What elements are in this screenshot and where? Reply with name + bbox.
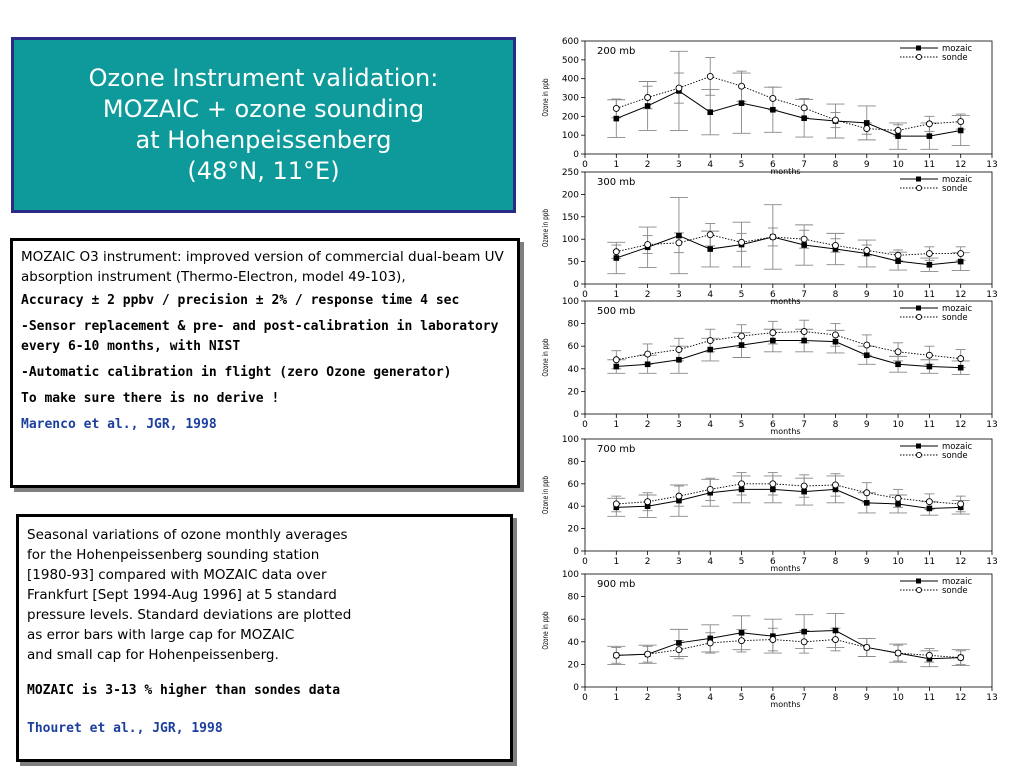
x-tick-label: 5: [738, 693, 745, 703]
data-point-mozaic: [739, 342, 745, 348]
x-tick-label: 2: [644, 160, 651, 170]
data-point-sonde: [895, 650, 901, 656]
data-point-mozaic: [927, 364, 933, 370]
y-tick-label: 60: [567, 479, 579, 490]
chart-title: 500 mb: [597, 306, 636, 317]
data-point-sonde: [832, 117, 838, 123]
data-point-sonde: [770, 330, 776, 336]
data-point-mozaic: [927, 262, 933, 268]
data-point-sonde: [926, 121, 932, 127]
chart-panel: [541, 570, 998, 709]
data-point-mozaic: [801, 242, 807, 248]
data-point-mozaic: [801, 489, 807, 495]
x-tick-label: 7: [801, 160, 808, 170]
data-point-sonde: [864, 342, 870, 348]
x-tick-label: 2: [644, 693, 651, 703]
data-point-sonde: [645, 351, 651, 357]
chart-title: 700 mb: [597, 444, 636, 455]
data-point-mozaic: [833, 628, 839, 634]
description-line: [1980-93] compared with MOZAIC data over: [27, 567, 327, 583]
data-point-sonde: [926, 251, 932, 257]
data-point-sonde: [864, 247, 870, 253]
data-point-sonde: [864, 490, 870, 496]
x-tick-label: 11: [923, 160, 936, 170]
y-tick-label: 50: [567, 257, 579, 268]
legend-label: sonde: [942, 451, 968, 461]
data-point-sonde: [739, 83, 745, 89]
series-line-mozaic: [616, 489, 960, 508]
chart-panel: [541, 435, 998, 573]
x-axis-label: months: [770, 564, 801, 573]
y-tick-label: 0: [573, 280, 579, 290]
x-tick-label: 7: [801, 420, 808, 430]
data-point-sonde: [770, 95, 776, 101]
data-point-sonde: [707, 232, 713, 238]
data-point-mozaic: [958, 128, 964, 134]
legend-label: mozaic: [942, 304, 973, 314]
chart-panel: [541, 37, 998, 176]
chart-panel: [541, 168, 998, 306]
x-tick-label: 6: [769, 693, 776, 703]
y-tick-label: 20: [567, 387, 579, 398]
data-point-sonde: [958, 356, 964, 362]
description-line: for the Hohenpeissenberg sounding station: [27, 547, 320, 563]
x-tick-label: 3: [676, 290, 682, 300]
x-tick-label: 2: [644, 420, 651, 430]
data-point-mozaic: [770, 107, 776, 113]
data-point-sonde: [676, 647, 682, 653]
data-point-sonde: [770, 481, 776, 487]
data-point-mozaic: [614, 364, 620, 370]
x-tick-label: 8: [832, 290, 839, 300]
x-tick-label: 11: [923, 290, 936, 300]
x-tick-label: 3: [676, 160, 682, 170]
data-point-sonde: [801, 105, 807, 111]
data-point-mozaic: [645, 361, 651, 367]
x-axis-label: months: [770, 167, 801, 176]
data-point-sonde: [958, 119, 964, 125]
data-point-sonde: [926, 652, 932, 658]
data-point-sonde: [707, 338, 713, 344]
x-tick-label: 0: [582, 693, 588, 703]
series-line-mozaic: [616, 631, 960, 659]
x-tick-label: 2: [644, 290, 651, 300]
data-point-sonde: [958, 251, 964, 257]
data-point-mozaic: [958, 365, 964, 371]
data-point-mozaic: [927, 506, 933, 512]
x-tick-label: 12: [954, 160, 967, 170]
data-point-mozaic: [895, 133, 901, 139]
y-tick-label: 100: [561, 570, 579, 580]
data-point-sonde: [739, 481, 745, 487]
legend-marker: [916, 306, 921, 311]
data-point-sonde: [645, 242, 651, 248]
x-tick-label: 12: [954, 420, 967, 430]
data-point-mozaic: [958, 259, 964, 265]
series-line-sonde: [616, 235, 960, 256]
y-tick-label: 500: [561, 55, 579, 66]
x-tick-label: 4: [707, 693, 714, 703]
data-point-mozaic: [739, 100, 745, 106]
x-tick-label: 9: [863, 557, 870, 567]
data-point-mozaic: [895, 501, 901, 507]
title-line: Ozone Instrument validation:: [88, 64, 439, 92]
data-point-sonde: [613, 249, 619, 255]
x-tick-label: 7: [801, 290, 808, 300]
y-tick-label: 250: [561, 168, 579, 178]
y-tick-label: 20: [567, 524, 579, 535]
x-tick-label: 9: [863, 420, 870, 430]
y-axis-label: Ozone in ppb: [541, 338, 551, 377]
x-tick-label: 10: [892, 693, 904, 703]
automatic-calibration-note: -Automatic calibration in flight (zero Ozone generator): [21, 365, 452, 380]
title-banner: [11, 37, 516, 213]
x-tick-label: 13: [986, 420, 998, 430]
data-point-sonde: [613, 357, 619, 363]
y-axis-label: Ozone in ppb: [541, 208, 551, 248]
x-tick-label: 13: [986, 693, 998, 703]
title-line: at Hohenpeissenberg: [135, 126, 392, 154]
comparison-statement: MOZAIC is 3-13 % higher than sondes data: [27, 683, 341, 698]
legend-label: sonde: [942, 184, 968, 194]
x-tick-label: 8: [832, 557, 839, 567]
x-tick-label: 5: [738, 290, 745, 300]
data-point-sonde: [739, 333, 745, 339]
data-point-mozaic: [676, 357, 682, 363]
data-point-sonde: [895, 349, 901, 355]
data-point-sonde: [958, 655, 964, 661]
title-text: [89, 63, 439, 187]
sensor-replacement-note: -Sensor replacement & pre- and post-calibration in laboratory every 6-10 months, with NIST: [21, 319, 499, 354]
y-tick-label: 100: [561, 435, 579, 445]
data-point-sonde: [864, 126, 870, 132]
y-tick-label: 100: [561, 131, 579, 142]
description-line: pressure levels. Standard deviations are plotted: [27, 607, 352, 623]
legend-label: mozaic: [942, 175, 973, 185]
x-tick-label: 10: [892, 290, 904, 300]
x-tick-label: 6: [769, 420, 776, 430]
x-tick-label: 8: [832, 693, 839, 703]
charts-column: [530, 34, 1000, 734]
data-point-sonde: [676, 240, 682, 246]
data-point-mozaic: [676, 233, 682, 239]
chart-title: 300 mb: [597, 177, 636, 188]
data-point-mozaic: [707, 246, 713, 252]
y-tick-label: 0: [573, 547, 579, 557]
y-axis-label: Ozone in ppb: [541, 611, 551, 650]
x-tick-label: 9: [863, 290, 870, 300]
y-tick-label: 80: [567, 592, 579, 603]
plot-frame: [585, 574, 992, 687]
x-tick-label: 0: [582, 160, 588, 170]
x-tick-label: 6: [769, 557, 776, 567]
y-tick-label: 0: [573, 683, 579, 693]
description-line: as error bars with large cap for MOZAIC: [27, 627, 295, 643]
description-line: Frankfurt [Sept 1994-Aug 1996] at 5 standard: [27, 587, 337, 603]
data-point-mozaic: [864, 120, 870, 126]
y-tick-label: 40: [567, 364, 579, 375]
y-tick-label: 200: [561, 112, 579, 123]
data-point-mozaic: [927, 133, 933, 139]
y-tick-label: 400: [561, 74, 579, 85]
data-point-sonde: [613, 652, 619, 658]
data-point-mozaic: [645, 103, 651, 109]
title-line: MOZAIC + ozone sounding: [102, 95, 425, 123]
y-tick-label: 600: [561, 37, 579, 47]
legend-marker: [916, 587, 921, 592]
data-point-sonde: [707, 640, 713, 646]
data-point-sonde: [801, 639, 807, 645]
accuracy-statement: Accuracy ± 2 ppbv / precision ± 2% / response time 4 sec: [21, 293, 460, 308]
chart-title: 900 mb: [597, 579, 636, 590]
x-tick-label: 9: [863, 160, 870, 170]
legend-marker: [916, 444, 921, 449]
x-tick-label: 7: [801, 557, 808, 567]
data-point-sonde: [832, 637, 838, 643]
data-point-mozaic: [707, 109, 713, 115]
data-point-mozaic: [676, 640, 682, 646]
legend-marker: [916, 314, 921, 319]
data-point-sonde: [895, 127, 901, 133]
x-tick-label: 10: [892, 160, 904, 170]
data-point-sonde: [645, 499, 651, 505]
x-tick-label: 8: [832, 420, 839, 430]
series-line-mozaic: [616, 341, 960, 368]
chart-title: 200 mb: [597, 46, 636, 57]
x-tick-label: 4: [707, 420, 714, 430]
x-tick-label: 0: [582, 557, 588, 567]
legend-marker: [916, 177, 921, 182]
x-axis-label: months: [770, 297, 801, 306]
x-tick-label: 13: [986, 160, 998, 170]
data-point-sonde: [770, 637, 776, 643]
x-tick-label: 12: [954, 693, 967, 703]
x-tick-label: 2: [644, 557, 651, 567]
x-tick-label: 13: [986, 290, 998, 300]
x-axis-label: months: [770, 427, 801, 436]
x-axis-label: months: [770, 700, 801, 709]
y-tick-label: 200: [561, 190, 579, 201]
x-tick-label: 1: [613, 290, 620, 300]
y-tick-label: 100: [561, 235, 579, 246]
description-line: Seasonal variations of ozone monthly averages: [27, 527, 348, 543]
data-point-mozaic: [614, 255, 620, 261]
y-tick-label: 40: [567, 502, 579, 513]
data-point-mozaic: [614, 116, 620, 122]
series-line-sonde: [616, 76, 960, 130]
x-tick-label: 3: [676, 693, 682, 703]
data-point-sonde: [926, 352, 932, 358]
legend-label: mozaic: [942, 577, 973, 587]
instrument-description: MOZAIC O3 instrument: improved version of commercial dual-beam UV absorption instrument (Thermo-Electron, model 49-103),: [21, 249, 504, 285]
legend-label: sonde: [942, 53, 968, 63]
data-point-mozaic: [739, 487, 745, 493]
reference-marenco: Marenco et al., JGR, 1998: [21, 417, 217, 432]
seasonal-variation-box: [16, 514, 513, 762]
data-point-sonde: [613, 501, 619, 507]
legend-marker: [916, 579, 921, 584]
series-line-sonde: [616, 332, 960, 360]
legend-label: sonde: [942, 313, 968, 323]
y-tick-label: 100: [561, 297, 579, 307]
legend-label: sonde: [942, 586, 968, 596]
data-point-sonde: [864, 644, 870, 650]
x-tick-label: 8: [832, 160, 839, 170]
legend-label: mozaic: [942, 442, 973, 452]
x-tick-label: 1: [613, 557, 620, 567]
description-line: and small cap for Hohenpeissenberg.: [27, 647, 279, 663]
data-point-sonde: [739, 638, 745, 644]
x-tick-label: 3: [676, 557, 682, 567]
ozone-charts: [530, 34, 1000, 734]
y-tick-label: 20: [567, 660, 579, 671]
series-line-mozaic: [616, 236, 960, 265]
series-line-sonde: [616, 484, 960, 504]
x-tick-label: 1: [613, 693, 620, 703]
data-point-sonde: [707, 486, 713, 492]
x-tick-label: 7: [801, 693, 808, 703]
seasonal-description: [27, 525, 502, 665]
data-point-sonde: [739, 239, 745, 245]
y-tick-label: 150: [561, 212, 579, 223]
x-tick-label: 5: [738, 420, 745, 430]
x-tick-label: 9: [863, 693, 870, 703]
data-point-sonde: [832, 242, 838, 248]
y-axis-label: Ozone in ppb: [541, 78, 551, 117]
y-tick-label: 60: [567, 615, 579, 626]
data-point-mozaic: [770, 487, 776, 493]
x-tick-label: 4: [707, 557, 714, 567]
data-point-mozaic: [895, 258, 901, 264]
data-point-sonde: [801, 329, 807, 335]
title-line: (48°N, 11°E): [187, 157, 340, 185]
y-tick-label: 80: [567, 319, 579, 330]
x-tick-label: 12: [954, 290, 967, 300]
y-tick-label: 60: [567, 342, 579, 353]
no-drift-note: To make sure there is no derive !: [21, 391, 280, 406]
y-tick-label: 0: [573, 150, 579, 160]
data-point-sonde: [895, 252, 901, 258]
data-point-sonde: [645, 95, 651, 101]
series-line-mozaic: [616, 91, 960, 136]
x-tick-label: 3: [676, 420, 682, 430]
legend-marker: [916, 452, 921, 457]
data-point-sonde: [801, 483, 807, 489]
x-tick-label: 10: [892, 557, 904, 567]
data-point-sonde: [707, 73, 713, 79]
data-point-sonde: [676, 85, 682, 91]
data-point-sonde: [801, 236, 807, 242]
y-tick-label: 0: [573, 410, 579, 420]
x-tick-label: 0: [582, 290, 588, 300]
x-tick-label: 11: [923, 693, 936, 703]
instrument-info-box: [10, 238, 520, 488]
legend-label: mozaic: [942, 44, 973, 54]
x-tick-label: 4: [707, 290, 714, 300]
x-tick-label: 10: [892, 420, 904, 430]
x-tick-label: 5: [738, 160, 745, 170]
data-point-mozaic: [801, 338, 807, 344]
y-axis-label: Ozone in ppb: [541, 475, 551, 515]
x-tick-label: 13: [986, 557, 998, 567]
data-point-sonde: [832, 482, 838, 488]
data-point-sonde: [832, 332, 838, 338]
data-point-mozaic: [739, 630, 745, 636]
x-tick-label: 1: [613, 420, 620, 430]
data-point-mozaic: [833, 339, 839, 345]
legend-marker: [916, 54, 921, 59]
y-tick-label: 80: [567, 457, 579, 468]
x-tick-label: 1: [613, 160, 620, 170]
data-point-mozaic: [895, 361, 901, 367]
data-point-mozaic: [707, 347, 713, 353]
data-point-sonde: [645, 651, 651, 657]
data-point-sonde: [926, 499, 932, 505]
x-tick-label: 0: [582, 420, 588, 430]
data-point-mozaic: [770, 338, 776, 344]
chart-panel: [541, 297, 998, 436]
legend-marker: [916, 185, 921, 190]
data-point-sonde: [958, 501, 964, 507]
x-tick-label: 12: [954, 557, 967, 567]
data-point-mozaic: [801, 115, 807, 121]
y-tick-label: 40: [567, 637, 579, 648]
x-tick-label: 5: [738, 557, 745, 567]
data-point-sonde: [895, 495, 901, 501]
x-tick-label: 11: [923, 557, 936, 567]
data-point-mozaic: [801, 629, 807, 635]
x-tick-label: 6: [769, 290, 776, 300]
x-tick-label: 6: [769, 160, 776, 170]
y-tick-label: 300: [561, 93, 579, 104]
x-tick-label: 4: [707, 160, 714, 170]
data-point-mozaic: [864, 352, 870, 358]
data-point-sonde: [770, 234, 776, 240]
x-tick-label: 11: [923, 420, 936, 430]
data-point-mozaic: [864, 500, 870, 506]
data-point-sonde: [613, 105, 619, 111]
reference-thouret: Thouret et al., JGR, 1998: [27, 721, 223, 736]
data-point-sonde: [676, 493, 682, 499]
legend-marker: [916, 46, 921, 51]
data-point-sonde: [676, 347, 682, 353]
